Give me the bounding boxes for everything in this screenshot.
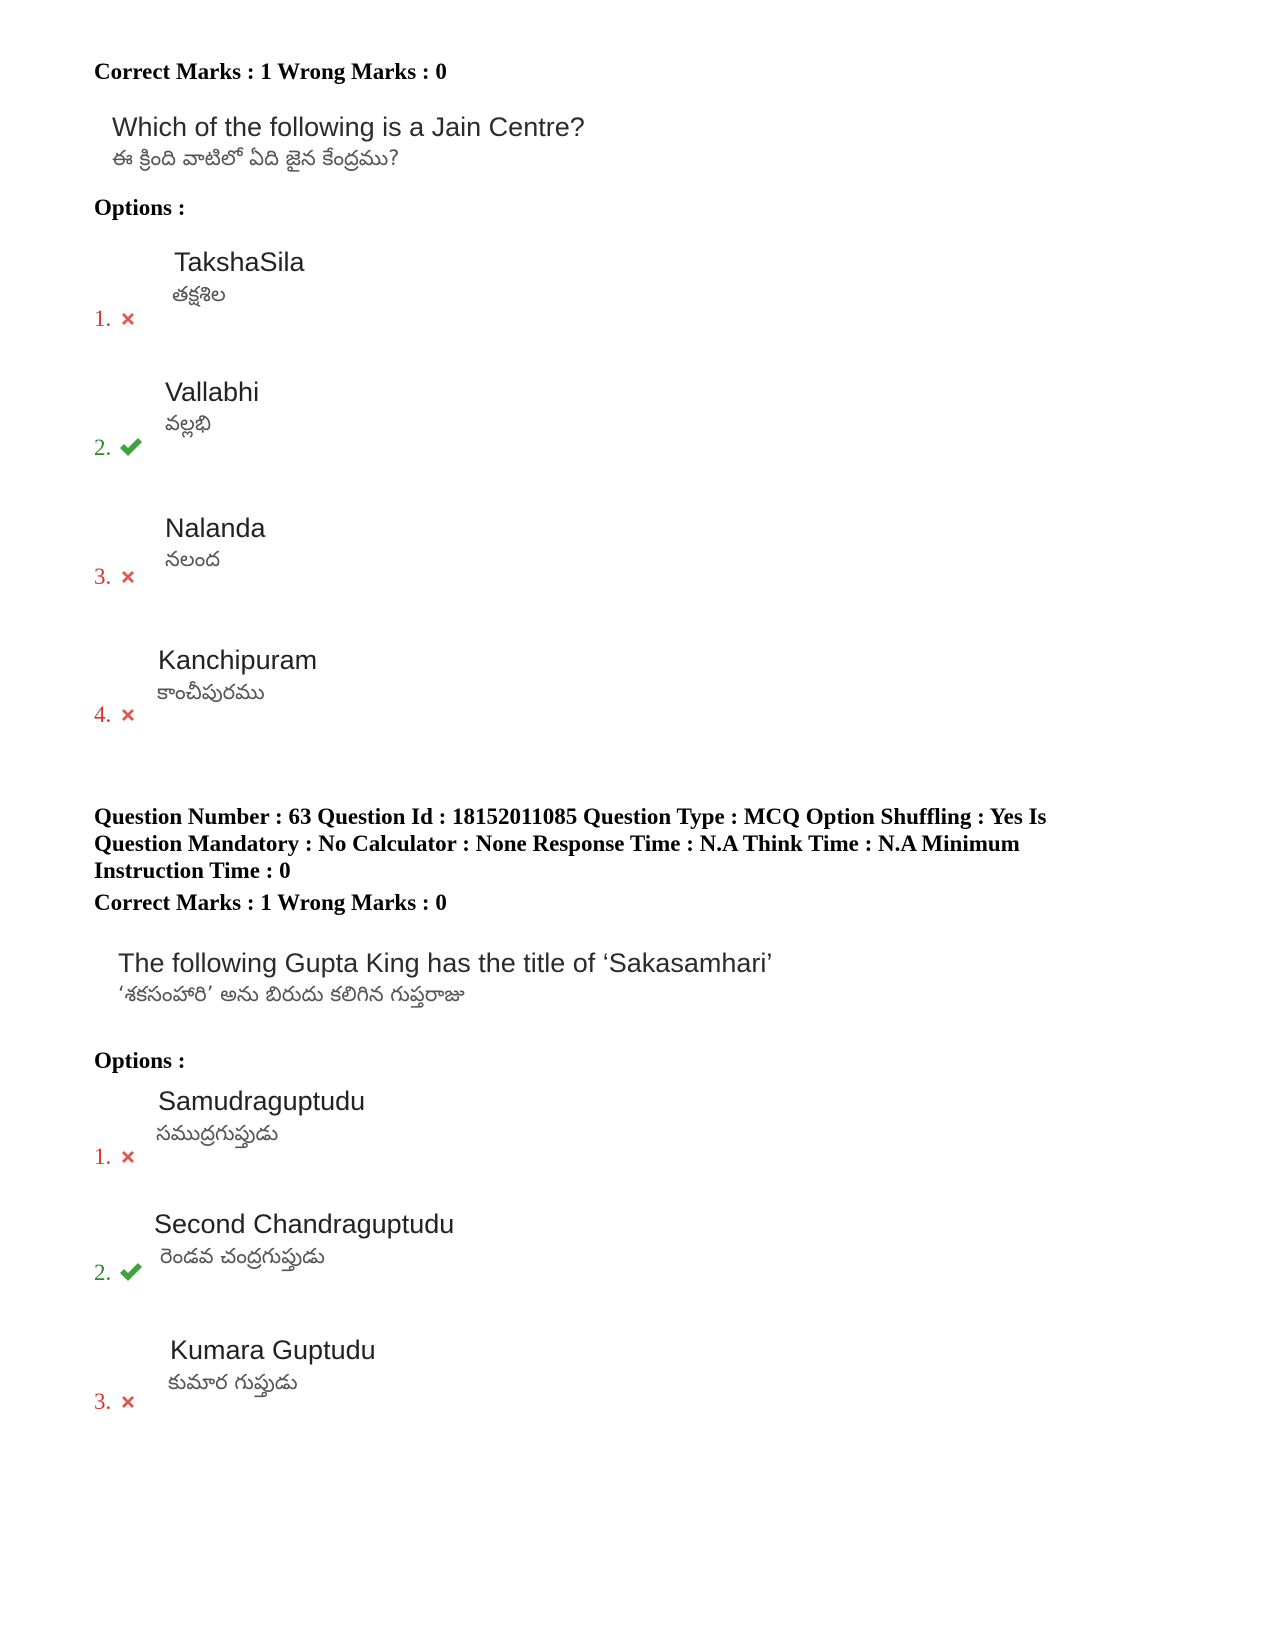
option-number <box>94 435 143 461</box>
option-text-en: Kumara Guptudu <box>170 1335 376 1365</box>
marks-line: Correct Marks : 1 Wrong Marks : 0 <box>94 890 447 915</box>
cross-icon <box>119 706 137 724</box>
question-text-en: Which of the following is a Jain Centre? <box>112 112 585 142</box>
option-number-label: 2. <box>94 435 112 460</box>
option-text-te: కుమార గుప్తుడు <box>168 1370 298 1394</box>
option-text-te: సముద్రగుప్తుడు <box>156 1121 279 1145</box>
option-number-label: 3. <box>94 564 112 589</box>
cross-icon <box>119 1393 137 1411</box>
question-meta-line: Instruction Time : 0 <box>94 858 291 883</box>
option-text-te: వల్లభి <box>165 411 212 435</box>
marks-line: Correct Marks : 1 Wrong Marks : 0 <box>94 59 447 84</box>
option-text-en: Kanchipuram <box>158 645 318 675</box>
option-number <box>94 306 137 332</box>
options-label: Options : <box>94 195 186 220</box>
option-number <box>94 1389 137 1415</box>
question-meta-line: Question Number : 63 Question Id : 18152011085 Question Type : MCQ Option Shuffling : Yes Is <box>94 804 1047 829</box>
cross-icon <box>119 1148 137 1166</box>
option-number-label: 2. <box>94 1260 112 1285</box>
option-text-te: రెండవ చంద్రగుప్తుడు <box>160 1244 325 1268</box>
question-meta-line: Question Mandatory : No Calculator : None Response Time : N.A Think Time : N.A Minimum <box>94 831 1020 856</box>
question-text-te: ‘శకసంహారి’ అను బిరుదు కలిగిన గుప్తరాజు <box>118 982 465 1006</box>
question-text-en: The following Gupta King has the title of ‘Sakasamhari’ <box>118 948 773 978</box>
option-text-te: నలంద <box>165 547 221 571</box>
check-icon <box>119 437 143 457</box>
option-text-te: కాంచీపురము <box>157 680 265 704</box>
option-number-label: 1. <box>94 306 112 331</box>
options-label: Options : <box>94 1048 186 1073</box>
cross-icon <box>119 568 137 586</box>
option-text-en: Vallabhi <box>165 377 260 407</box>
question-text-te: ఈ క్రింది వాటిలో ఏది జైన కేంద్రము? <box>112 146 400 170</box>
option-number-label: 4. <box>94 702 112 727</box>
option-text-en: TakshaSila <box>174 247 305 277</box>
option-text-en: Second Chandraguptudu <box>154 1209 455 1239</box>
option-number <box>94 1144 137 1170</box>
option-text-en: Nalanda <box>165 513 266 543</box>
check-icon <box>119 1262 143 1282</box>
option-number <box>94 564 137 590</box>
option-text-en: Samudraguptudu <box>158 1086 366 1116</box>
option-number-label: 3. <box>94 1389 112 1414</box>
cross-icon <box>119 310 137 328</box>
option-number-label: 1. <box>94 1144 112 1169</box>
option-number <box>94 702 137 728</box>
option-text-te: తక్షశిల <box>172 282 226 306</box>
option-number <box>94 1260 143 1286</box>
